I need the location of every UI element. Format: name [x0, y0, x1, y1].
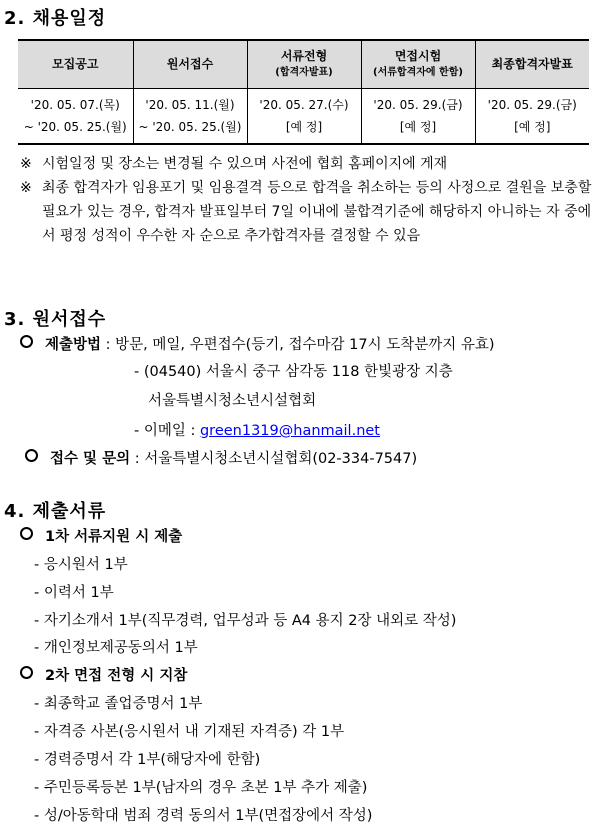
- list-item: - 주민등록등본 1부(남자의 경우 초본 1부 추가 제출): [34, 780, 368, 796]
- mail-address: - (04540) 서울시 중구 삼각동 118 한빛광장 지층: [134, 364, 453, 380]
- first-stage-title: 1차 서류지원 시 제출: [20, 525, 182, 546]
- list-item: - 최종학교 졸업증명서 1부: [34, 696, 203, 712]
- schedule-header-cell: 면접시험 (서류합격자에 한함): [361, 40, 475, 89]
- documents-section-title: 4. 제출서류: [4, 501, 107, 522]
- schedule-header-cell: 원서접수: [133, 40, 247, 89]
- schedule-table: [18, 39, 589, 145]
- schedule-cell: '20. 05. 29.(금) [예 정]: [361, 89, 475, 145]
- schedule-cell: '20. 05. 11.(월) ~ '20. 05. 25.(월): [133, 89, 247, 145]
- email-link[interactable]: green1319@hanmail.net: [199, 423, 380, 439]
- list-item: - 응시원서 1부: [34, 557, 128, 573]
- application-section-title: 3. 원서접수: [4, 309, 107, 330]
- organization-name: 서울특별시청소년시설협회: [148, 393, 317, 409]
- email-line: - 이메일 : green1319@hanmail.net: [134, 423, 380, 439]
- schedule-cell: '20. 05. 27.(수) [예 정]: [247, 89, 361, 145]
- schedule-header-cell: 모집공고: [18, 40, 133, 89]
- circle-bullet-icon: [20, 666, 33, 679]
- schedule-section-title: 2. 채용일정: [4, 8, 107, 29]
- list-item: - 개인정보제공동의서 1부: [34, 640, 198, 656]
- list-item: - 경력증명서 각 1부(해당자에 한함): [34, 752, 261, 768]
- schedule-note: ※ 시험일정 및 장소는 변경될 수 있으며 사전에 협회 홈페이지에 게재: [20, 156, 448, 172]
- contact-info: 접수 및 문의 : 서울특별시청소년시설협회(02-334-7547): [25, 447, 417, 468]
- schedule-cell: '20. 05. 29.(금) [예 정]: [475, 89, 589, 145]
- schedule-header-cell: 서류전형 (합격자발표): [247, 40, 361, 89]
- schedule-header-cell: 최종합격자발표: [475, 40, 589, 89]
- list-item: - 자격증 사본(응시원서 내 기재된 자격증) 각 1부: [34, 724, 345, 740]
- schedule-note: ※ 최종 합격자가 임용포기 및 임용결격 등으로 합격을 취소하는 등의 사정으로 결원을 보충할 필요가 있는 경우, 합격자 발표일부터 7일 이내에 불합격기준에 해당하지 아니하는 자 중에서 평정 성적이 우수한 자 순으로 추가합격자를 결정할 수 있음: [20, 180, 592, 244]
- submission-method: 제출방법 : 방문, 메일, 우편접수(등기, 접수마감 17시 도착분까지 유효): [20, 333, 495, 354]
- circle-bullet-icon: [20, 335, 33, 348]
- circle-bullet-icon: [25, 449, 38, 462]
- list-item: - 자기소개서 1부(직무경력, 업무성과 등 A4 용지 2장 내외로 작성): [34, 613, 457, 629]
- list-item: - 성/아동학대 범죄 경력 동의서 1부(면접장에서 작성): [34, 808, 373, 824]
- schedule-cell: '20. 05. 07.(목) ~ '20. 05. 25.(월): [18, 89, 133, 145]
- circle-bullet-icon: [20, 527, 33, 540]
- second-stage-title: 2차 면접 전형 시 지참: [20, 664, 187, 685]
- list-item: - 이력서 1부: [34, 585, 114, 601]
